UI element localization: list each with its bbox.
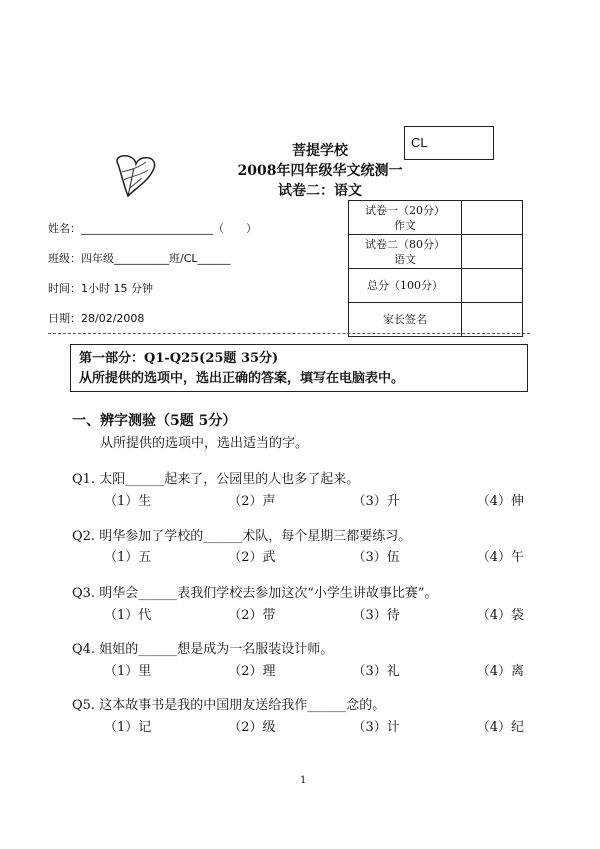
option[interactable]: （3）礼 xyxy=(352,664,400,679)
option[interactable]: （1）记 xyxy=(104,720,152,735)
score-cell[interactable] xyxy=(462,201,523,235)
option[interactable]: （3）升 xyxy=(352,494,400,509)
date-label: 日期：28/02/2008 xyxy=(48,312,145,325)
question-options xyxy=(104,716,524,735)
option[interactable]: （2）声 xyxy=(228,494,276,509)
part-one-box xyxy=(70,344,528,392)
score-cell[interactable] xyxy=(462,269,523,303)
score-cell[interactable] xyxy=(462,235,523,269)
option[interactable]: （1）里 xyxy=(104,664,152,679)
option[interactable]: （2）级 xyxy=(228,720,276,735)
score-row xyxy=(349,269,523,303)
score-cell[interactable] xyxy=(462,303,523,337)
section-instruction: 从所提供的选项中，选出适当的字。 xyxy=(100,436,309,451)
option[interactable]: （4）纪 xyxy=(476,720,524,735)
question-options xyxy=(104,546,524,565)
option[interactable]: （3）伍 xyxy=(352,550,400,565)
score-label: 试卷二（80分） 语文 xyxy=(349,235,462,269)
score-row xyxy=(349,201,523,235)
option[interactable]: （3）待 xyxy=(352,608,400,623)
option[interactable]: （2）带 xyxy=(228,608,276,623)
test-title: 2008年四年级华文统测一 xyxy=(237,163,403,179)
name-field[interactable]: 姓名：________________________（ ） xyxy=(48,222,257,235)
question-options xyxy=(104,604,524,623)
question-text: Q2. 明华参加了学校的______术队，每个星期三都要练习。 xyxy=(72,529,412,544)
part-instruction: 从所提供的选项中，选出正确的答案，填写在电脑表中。 xyxy=(79,371,405,386)
score-label: 总分（100分） xyxy=(349,269,462,303)
score-row xyxy=(349,303,523,337)
option[interactable]: （4）伸 xyxy=(476,494,524,509)
option[interactable]: （1）五 xyxy=(104,550,152,565)
page-number: 1 xyxy=(300,775,307,786)
school-name: 菩提学校 xyxy=(292,143,348,159)
score-table xyxy=(348,200,523,337)
option[interactable]: （3）计 xyxy=(352,720,400,735)
paper-title: 试卷二：语文 xyxy=(278,183,362,199)
divider xyxy=(48,333,530,334)
option[interactable]: （1）生 xyxy=(104,494,152,509)
score-label: 家长签名 xyxy=(349,303,462,337)
question-text: Q5. 这本故事书是我的中国朋友送给我作______念的。 xyxy=(72,698,386,713)
option[interactable]: （1）代 xyxy=(104,608,152,623)
class-field[interactable]: 班级：四年级__________班/CL______ xyxy=(48,252,231,265)
part-title: 第一部分：Q1-Q25(25题 35分) xyxy=(79,351,279,366)
question-text: Q1. 太阳______起来了，公园里的人也多了起来。 xyxy=(72,472,360,487)
option[interactable]: （2）理 xyxy=(228,664,276,679)
option[interactable]: （4）离 xyxy=(476,664,524,679)
score-row xyxy=(349,235,523,269)
score-label: 试卷一（20分） 作文 xyxy=(349,201,462,235)
question-options xyxy=(104,490,524,509)
class-code-box: CL xyxy=(404,126,494,160)
option[interactable]: （2）武 xyxy=(228,550,276,565)
question-text: Q4. 姐姐的______想是成为一名服装设计师。 xyxy=(72,642,334,657)
time-label: 时间：1小时 15 分钟 xyxy=(48,282,153,295)
question-options xyxy=(104,660,524,679)
question-text: Q3. 明华会______表我们学校去参加这次“小学生讲故事比赛”。 xyxy=(72,586,438,601)
section-title: 一、辨字测验（5题 5分） xyxy=(72,413,237,429)
option[interactable]: （4）午 xyxy=(476,550,524,565)
option[interactable]: （4）袋 xyxy=(476,608,524,623)
